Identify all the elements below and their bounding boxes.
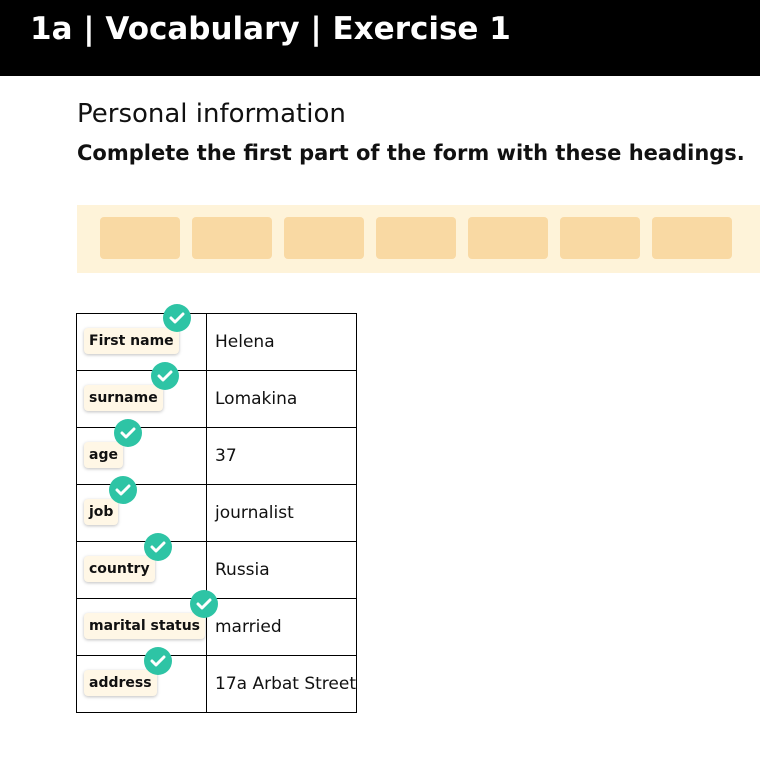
form-value-cell	[207, 485, 357, 542]
form-value-cell	[207, 428, 357, 485]
answer-chip[interactable]: marital status	[84, 613, 205, 639]
word-bank-slot[interactable]	[192, 217, 272, 259]
word-bank-slot[interactable]	[652, 217, 732, 259]
check-circle-icon	[114, 419, 142, 447]
form-value: 17a Arbat Street	[215, 674, 357, 694]
form-value: married	[215, 617, 282, 637]
answer-chip[interactable]: country	[84, 556, 155, 582]
form-row	[77, 485, 357, 542]
answer-chip[interactable]: address	[84, 670, 157, 696]
form-value: Russia	[215, 560, 270, 580]
page-title: 1a | Vocabulary | Exercise 1	[30, 11, 511, 47]
form-value: Lomakina	[215, 389, 298, 409]
form-value: Helena	[215, 332, 275, 352]
word-bank	[77, 205, 760, 273]
section-subtitle: Personal information	[77, 99, 346, 129]
drop-zone[interactable]	[77, 542, 207, 599]
form-row	[77, 371, 357, 428]
word-bank-slot[interactable]	[376, 217, 456, 259]
word-bank-slot[interactable]	[468, 217, 548, 259]
check-circle-icon	[109, 476, 137, 504]
form-row	[77, 656, 357, 713]
form-value-cell	[207, 371, 357, 428]
check-circle-icon	[190, 590, 218, 618]
answer-chip[interactable]: First name	[84, 328, 179, 354]
check-circle-icon	[144, 533, 172, 561]
word-bank-slot[interactable]	[284, 217, 364, 259]
form-value: journalist	[215, 503, 294, 523]
answer-chip[interactable]: job	[84, 499, 118, 525]
form-row	[77, 314, 357, 371]
answer-chip[interactable]: surname	[84, 385, 163, 411]
form-value-cell	[207, 656, 357, 713]
drop-zone[interactable]	[77, 371, 207, 428]
drop-zone[interactable]	[77, 599, 207, 656]
form-value-cell	[207, 599, 357, 656]
check-circle-icon	[144, 647, 172, 675]
drop-zone[interactable]	[77, 485, 207, 542]
personal-info-form	[76, 313, 357, 713]
form-row	[77, 542, 357, 599]
page-header	[0, 0, 760, 76]
exercise-instruction: Complete the first part of the form with these headings.	[77, 141, 745, 165]
drop-zone[interactable]	[77, 656, 207, 713]
word-bank-slot[interactable]	[560, 217, 640, 259]
check-circle-icon	[151, 362, 179, 390]
form-row	[77, 599, 357, 656]
drop-zone[interactable]	[77, 314, 207, 371]
form-value-cell	[207, 314, 357, 371]
form-value: 37	[215, 446, 237, 466]
word-bank-slot[interactable]	[100, 217, 180, 259]
check-circle-icon	[163, 304, 191, 332]
form-value-cell	[207, 542, 357, 599]
drop-zone[interactable]	[77, 428, 207, 485]
answer-chip[interactable]: age	[84, 442, 123, 468]
